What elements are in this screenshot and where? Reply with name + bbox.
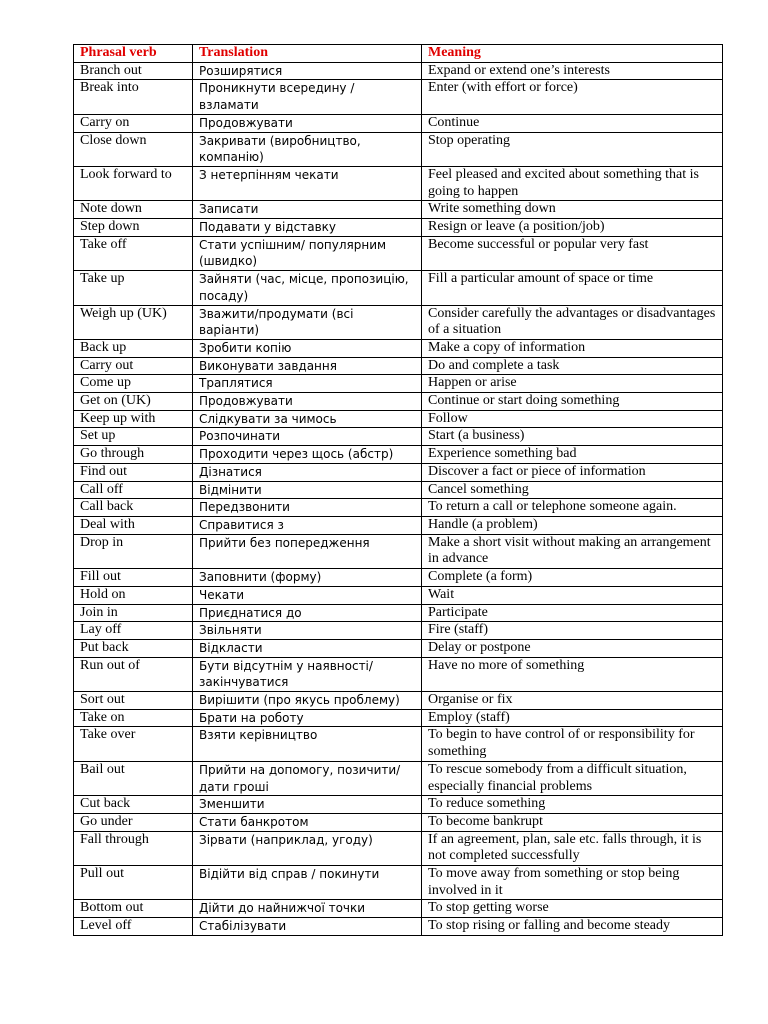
translation-cell: Стабілізувати [193,918,422,936]
phrasal-verb-cell: Find out [74,463,193,481]
table-row [74,586,723,604]
meaning-cell: To move away from something or stop being involved in it [422,866,723,900]
phrasal-verb-cell: Note down [74,201,193,219]
phrasal-verb-cell: Go under [74,813,193,831]
column-header-phrasal-verb: Phrasal verb [74,45,193,63]
translation-cell: Прийти на допомогу, позичити/ дати гроші [193,761,422,795]
column-header-translation: Translation [193,45,422,63]
phrasal-verb-cell: Call back [74,499,193,517]
phrasal-verb-cell: Close down [74,132,193,166]
phrasal-verb-cell: Join in [74,604,193,622]
phrasal-verb-cell: Bottom out [74,900,193,918]
table-row [74,569,723,587]
meaning-cell: Continue or start doing something [422,393,723,411]
meaning-cell: Start (a business) [422,428,723,446]
translation-cell: Дійти до найнижчої точки [193,900,422,918]
table-row [74,900,723,918]
translation-cell: Розширятися [193,62,422,80]
table-row [74,709,723,727]
table-row [74,727,723,761]
phrasal-verb-cell: Fall through [74,831,193,865]
table-row [74,866,723,900]
table-row [74,375,723,393]
table-row [74,393,723,411]
table-body [74,62,723,935]
table-row [74,657,723,691]
translation-cell: З нетерпінням чекати [193,166,422,200]
table-row [74,80,723,114]
phrasal-verb-cell: Carry on [74,114,193,132]
phrasal-verb-cell: Take over [74,727,193,761]
phrasal-verb-cell: Set up [74,428,193,446]
table-row [74,357,723,375]
table-row [74,201,723,219]
meaning-cell: Feel pleased and excited about something that is going to happen [422,166,723,200]
phrasal-verb-cell: Take off [74,236,193,270]
meaning-cell: To stop rising or falling and become steady [422,918,723,936]
phrasal-verb-cell: Lay off [74,622,193,640]
table-row [74,446,723,464]
table-row [74,796,723,814]
table-row [74,339,723,357]
translation-cell: Зважити/продумати (всі варіанти) [193,305,422,339]
translation-cell: Заповнити (форму) [193,569,422,587]
phrasal-verb-cell: Call off [74,481,193,499]
meaning-cell: To stop getting worse [422,900,723,918]
phrasal-verb-cell: Deal with [74,516,193,534]
translation-cell: Передзвонити [193,499,422,517]
translation-cell: Прийти без попередження [193,534,422,568]
meaning-cell: Stop operating [422,132,723,166]
document-page [73,44,722,936]
translation-cell: Зірвати (наприклад, угоду) [193,831,422,865]
phrasal-verb-cell: Drop in [74,534,193,568]
meaning-cell: Expand or extend one’s interests [422,62,723,80]
table-row [74,236,723,270]
phrasal-verb-cell: Fill out [74,569,193,587]
translation-cell: Зробити копію [193,339,422,357]
translation-cell: Проникнути всередину / взламати [193,80,422,114]
translation-cell: Справитися з [193,516,422,534]
table-row [74,918,723,936]
phrasal-verb-cell: Keep up with [74,410,193,428]
meaning-cell: Employ (staff) [422,709,723,727]
translation-cell: Продовжувати [193,393,422,411]
meaning-cell: To return a call or telephone someone again. [422,499,723,517]
phrasal-verb-cell: Look forward to [74,166,193,200]
meaning-cell: If an agreement, plan, sale etc. falls through, it is not completed successfully [422,831,723,865]
meaning-cell: Wait [422,586,723,604]
table-row [74,428,723,446]
phrasal-verb-cell: Go through [74,446,193,464]
phrasal-verb-cell: Take on [74,709,193,727]
meaning-cell: Consider carefully the advantages or disadvantages of a situation [422,305,723,339]
phrasal-verb-cell: Sort out [74,692,193,710]
phrasal-verb-cell: Take up [74,271,193,305]
meaning-cell: Have no more of something [422,657,723,691]
meaning-cell: To begin to have control of or responsibility for something [422,727,723,761]
table-row [74,622,723,640]
phrasal-verb-cell: Run out of [74,657,193,691]
translation-cell: Траплятися [193,375,422,393]
phrasal-verb-cell: Back up [74,339,193,357]
table-row [74,463,723,481]
translation-cell: Розпочинати [193,428,422,446]
translation-cell: Відмінити [193,481,422,499]
table-row [74,761,723,795]
phrasal-verb-cell: Bail out [74,761,193,795]
translation-cell: Зменшити [193,796,422,814]
meaning-cell: Cancel something [422,481,723,499]
translation-cell: Виконувати завдання [193,357,422,375]
meaning-cell: Fill a particular amount of space or time [422,271,723,305]
phrasal-verb-cell: Come up [74,375,193,393]
translation-cell: Приєднатися до [193,604,422,622]
translation-cell: Слідкувати за чимось [193,410,422,428]
translation-cell: Стати банкротом [193,813,422,831]
meaning-cell: Experience something bad [422,446,723,464]
phrasal-verb-cell: Put back [74,639,193,657]
table-row [74,604,723,622]
translation-cell: Дізнатися [193,463,422,481]
meaning-cell: Make a copy of information [422,339,723,357]
phrasal-verb-cell: Break into [74,80,193,114]
meaning-cell: Enter (with effort or force) [422,80,723,114]
translation-cell: Записати [193,201,422,219]
translation-cell: Зайняти (час, місце, пропозицію, посаду) [193,271,422,305]
meaning-cell: Delay or postpone [422,639,723,657]
translation-cell: Відкласти [193,639,422,657]
translation-cell: Вирішити (про якусь проблему) [193,692,422,710]
meaning-cell: Follow [422,410,723,428]
translation-cell: Звільняти [193,622,422,640]
phrasal-verb-cell: Branch out [74,62,193,80]
table-row [74,516,723,534]
table-row [74,534,723,568]
table-header-row [74,45,723,63]
table-row [74,481,723,499]
phrasal-verb-cell: Weigh up (UK) [74,305,193,339]
meaning-cell: To become bankrupt [422,813,723,831]
translation-cell: Бути відсутнім у наявності/ закінчуватися [193,657,422,691]
meaning-cell: To rescue somebody from a difficult situation, especially financial problems [422,761,723,795]
meaning-cell: Complete (a form) [422,569,723,587]
phrasal-verb-cell: Hold on [74,586,193,604]
table-row [74,639,723,657]
translation-cell: Продовжувати [193,114,422,132]
phrasal-verb-cell: Level off [74,918,193,936]
table-row [74,692,723,710]
table-row [74,813,723,831]
translation-cell: Проходити через щось (абстр) [193,446,422,464]
meaning-cell: Continue [422,114,723,132]
phrasal-verbs-table [73,44,723,936]
table-row [74,132,723,166]
meaning-cell: To reduce something [422,796,723,814]
table-row [74,62,723,80]
meaning-cell: Become successful or popular very fast [422,236,723,270]
phrasal-verb-cell: Get on (UK) [74,393,193,411]
phrasal-verb-cell: Pull out [74,866,193,900]
meaning-cell: Discover a fact or piece of information [422,463,723,481]
table-row [74,219,723,237]
meaning-cell: Make a short visit without making an arrangement in advance [422,534,723,568]
meaning-cell: Organise or fix [422,692,723,710]
translation-cell: Чекати [193,586,422,604]
translation-cell: Стати успішним/ популярним (швидко) [193,236,422,270]
meaning-cell: Participate [422,604,723,622]
table-row [74,499,723,517]
phrasal-verb-cell: Step down [74,219,193,237]
translation-cell: Закривати (виробництво, компанію) [193,132,422,166]
phrasal-verb-cell: Cut back [74,796,193,814]
meaning-cell: Write something down [422,201,723,219]
table-row [74,410,723,428]
table-row [74,166,723,200]
translation-cell: Брати на роботу [193,709,422,727]
meaning-cell: Happen or arise [422,375,723,393]
column-header-meaning: Meaning [422,45,723,63]
translation-cell: Подавати у відставку [193,219,422,237]
table-row [74,831,723,865]
meaning-cell: Resign or leave (a position/job) [422,219,723,237]
table-row [74,114,723,132]
translation-cell: Взяти керівництво [193,727,422,761]
meaning-cell: Do and complete a task [422,357,723,375]
phrasal-verb-cell: Carry out [74,357,193,375]
table-row [74,305,723,339]
translation-cell: Відійти від справ / покинути [193,866,422,900]
meaning-cell: Fire (staff) [422,622,723,640]
table-row [74,271,723,305]
meaning-cell: Handle (a problem) [422,516,723,534]
